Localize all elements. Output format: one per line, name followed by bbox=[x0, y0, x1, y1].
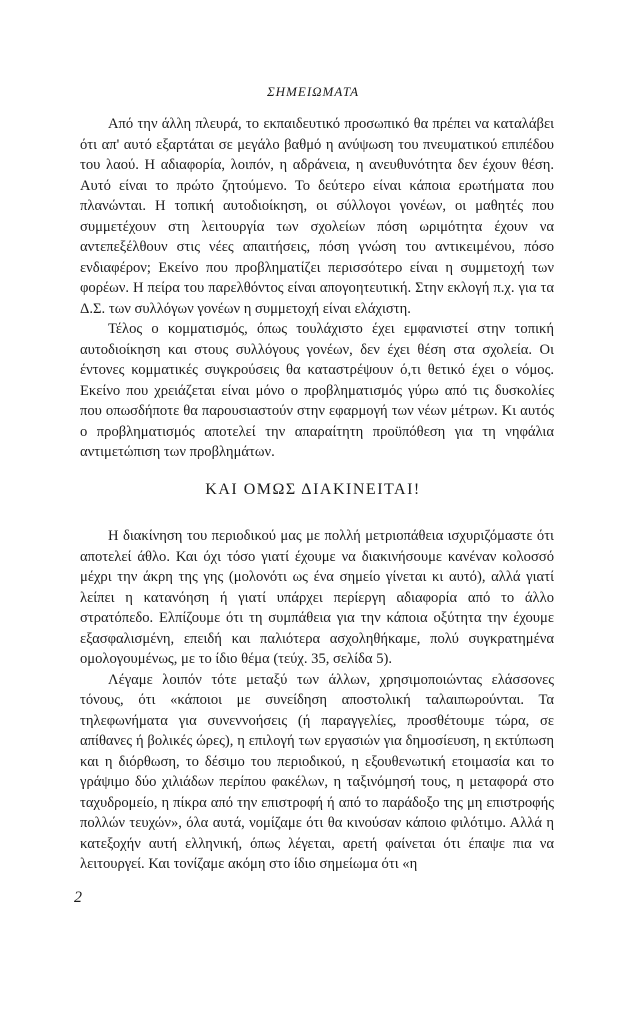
page-number: 2 bbox=[74, 889, 82, 906]
section-2-body bbox=[80, 526, 554, 875]
section-heading: ΚΑΙ ΟΜΩΣ ΔΙΑΚΙΝΕΙΤΑΙ! bbox=[205, 481, 421, 498]
section-1-body bbox=[80, 114, 554, 463]
paragraph: Λέγαμε λοιπόν τότε μεταξύ των άλλων, χρησιμοποιώντας ελάσσονες τόνους, ότι «κάποιοι με συνείδηση αποστολική ταλαιπωρούνται. Τα τηλεφωνήματα για συνεννοήσεις (ή παραγγελίες, προσθέτουμε τώρα, σε απίθανες ή βολικές ώρες), η επιλογή των εργασιών για δημοσίευση, η εκτύπωση και η διόρθωση, το δέσιμο του περιοδικού, η εξουθενωτική ετοιμασία και το γράψιμο δύο χιλιάδων περίπου φακέλων, η ταξινόμησή τους, η μεταφορά στο ταχυδρομείο, η πίκρα από την επιστροφή ή από το παράδοξο της μη επιστροφής πολλών τευχών», όλα αυτά, νομίζαμε ότι θα κινούσαν κάποιο φιλότιμο. Αλλά η κατεξοχήν αυτή ελληνική, όπως λέγεται, αρετή φαίνεται ότι έπαψε πια να λειτουργεί. Και τονίζαμε ακόμη στο ίδιο σημείωμα ότι «η bbox=[80, 671, 554, 872]
paragraph: Τέλος ο κομματισμός, όπως τουλάχιστο έχει εμφανιστεί στην τοπική αυτοδιοίκηση και στους συλλόγους γονέων, δεν έχει θέση στα σχολεία. Οι έντονες κομματικές συγκρούσεις θα καταστρέψουν ό,τι θετικό έχει ο νόμος. Εκείνο που χρειάζεται είναι μόνο ο προβληματισμός γύρω από τις δυσκολίες που οπωσδήποτε θα παρουσιαστούν στην εφαρμογή των νέων μέτρων. Κι αυτός ο προβληματισμός αποτελεί την απαραίτητη προϋπόθεση για τη νηφάλια αντιμετώπιση των προβλημάτων. bbox=[80, 321, 554, 460]
paragraph: Η διακίνηση του περιοδικού μας με πολλή μετριοπάθεια ισχυριζόμαστε ότι αποτελεί άθλο. Και όχι τόσο γιατί έχουμε να διακινήσουμε κανέναν κολοσσό μέχρι την άκρη της γης (μολονότι ως ένα σημείο γίνεται κι αυτό), αλλά γιατί λείπει η κατανόηση ή γιατί υπάρχει περίεργη αδιαφορία από το άλλο στρατόπεδο. Ελπίζουμε ότι τη συμπάθεια για την κάποια οξύτητα την έχουμε εξασφαλισμένη, επειδή και παλιότερα ασχοληθήκαμε, πολύ συγκρατημένα ομολογουμένως, με το ίδιο θέμα (τεύχ. 35, σελίδα 5). bbox=[80, 528, 554, 667]
paragraph: Από την άλλη πλευρά, το εκπαιδευτικό προσωπικό θα πρέπει να καταλάβει ότι απ' αυτό εξαρτάται σε μεγάλο βαθμό η ανύψωση του πνευματικού επιπέδου του λαού. Η αδιαφορία, λοιπόν, η αδράνεια, η ανευθυνότητα δεν έχουν θέση. Αυτό είναι το πρώτο ζητούμενο. Το δεύτερο είναι κάποια ερωτήματα που πλανώνται. Η τοπική αυτοδιοίκηση, οι σύλλογοι γονέων, οι μαθητές που συμμετέχουν στη λειτουργία των σχολείων πόση ωριμότητα έχουν να αντεπεξέλθουν στις νέες απαιτήσεις, πόση γνώση του αντικειμένου, πόσο ενδιαφέρον; Εκείνο που προβληματίζει περισσότερο είναι η συμμετοχή των φορέων. Η πείρα του παρελθόντος είναι απογοητευτική. Στην εκλογή π.χ. για τα Δ.Σ. των συλλόγων γονέων η συμμετοχή είναι ελάχιστη. bbox=[80, 116, 554, 317]
running-head: ΣΗΜΕΙΩΜΑΤΑ bbox=[266, 84, 360, 99]
